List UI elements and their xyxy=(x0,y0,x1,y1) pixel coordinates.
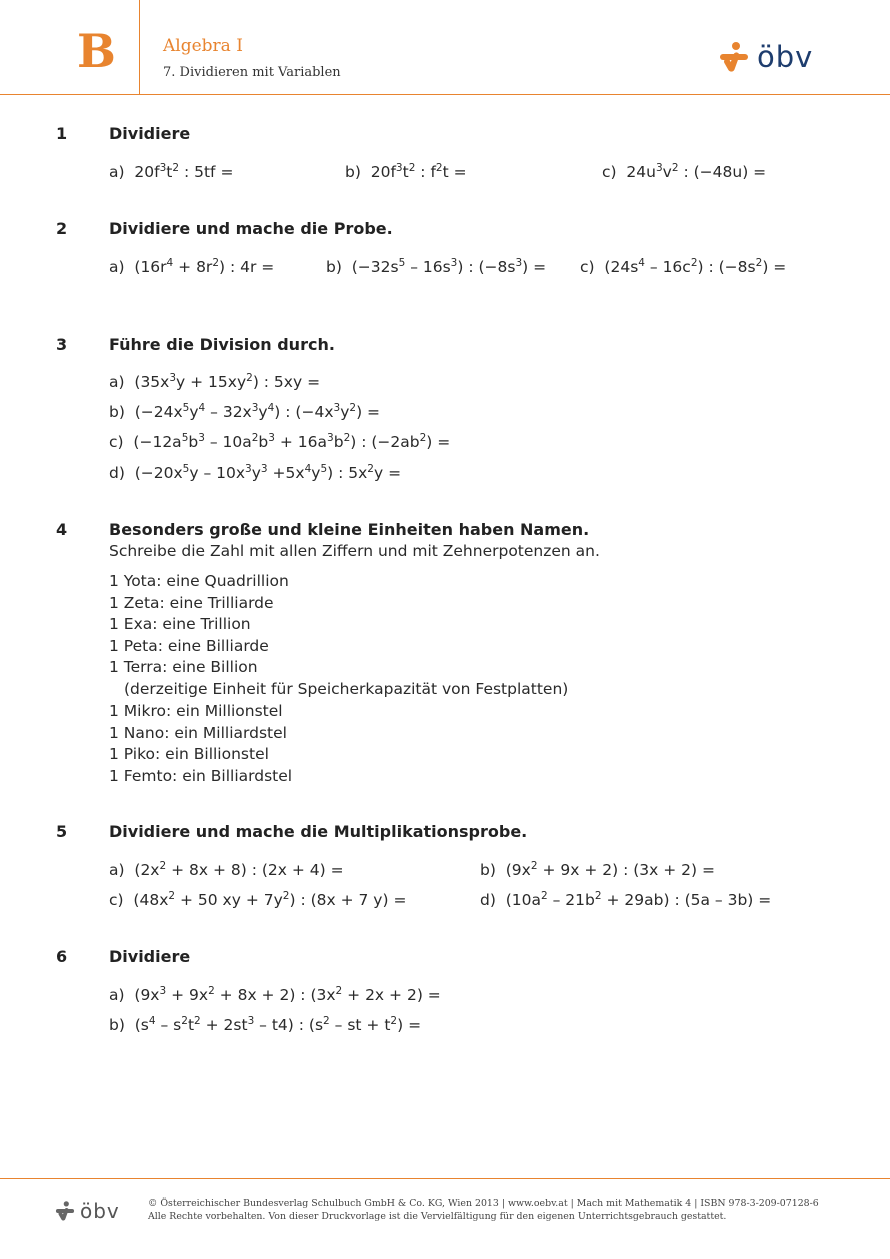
footer-logo xyxy=(54,1199,120,1223)
unit-item: 1 Mikro: ein Millionstel xyxy=(109,702,283,720)
exercise-heading: Dividiere xyxy=(109,124,191,143)
task-1c: c) $24u^3v^2$ : (−48u) = xyxy=(602,162,767,181)
oebv-logo-text: öbv xyxy=(757,40,814,74)
task-2b: b) $(-32s^5 - 16s^3)$ : $(-8s^3)$ = xyxy=(326,257,547,276)
task-2c: c) $(24s^4 - 16c^2)$ : $(-8s^2)$ = xyxy=(580,257,787,276)
oebv-logo xyxy=(717,40,813,74)
task-5c: c) ($48x^2 + 50$ xy + $7y^2$) : (8x + 7 y) = xyxy=(109,890,407,909)
exercise-number: 5 xyxy=(56,822,68,841)
unit-item: 1 Exa: eine Trillion xyxy=(109,615,251,633)
exercise-number: 3 xyxy=(56,335,68,354)
unit-item: 1 Piko: ein Billionstel xyxy=(109,745,269,763)
exercise-heading: Besonders große und kleine Einheiten haben Namen. xyxy=(109,520,590,539)
task-5b: b) $(9x^2 + 9x + 2)$ : (3x + 2) = xyxy=(480,860,715,879)
task-1b: b) $20f^3t^2$ : $f^2t$ = xyxy=(345,162,467,181)
header-rule xyxy=(0,94,890,95)
exercise-heading: Dividiere und mache die Probe. xyxy=(109,219,393,238)
header-divider xyxy=(139,0,140,94)
task-3c: c) $(-12a^5b^3 - 10a^2b^3 + 16a^3b^2)$ : $(-2ab^2)$ = xyxy=(109,432,451,451)
oebv-star-icon xyxy=(54,1200,76,1222)
unit-item: 1 Nano: ein Milliardstel xyxy=(109,724,287,742)
oebv-star-icon xyxy=(717,40,751,74)
page-subtitle: 7. Dividieren mit Variablen xyxy=(163,65,341,80)
task-5a: a) $(2x^2 + 8x + 8)$ : (2x + 4) = xyxy=(109,860,344,879)
task-3a: a) $(35x^3y + 15xy^2)$ : 5xy = xyxy=(109,372,321,391)
page-title: Algebra I xyxy=(163,36,243,56)
unit-item: 1 Terra: eine Billion xyxy=(109,658,258,676)
task-1a: a) $20f^3t^2$ : 5tf = xyxy=(109,162,234,181)
footer-rights: Alle Rechte vorbehalten. Von dieser Druckvorlage ist die Vervielfältigung für den eigenen Unterrichtsgebrauch gestattet. xyxy=(148,1211,727,1222)
exercise-heading: Führe die Division durch. xyxy=(109,335,335,354)
exercise-heading: Dividiere und mache die Multiplikationsprobe. xyxy=(109,822,528,841)
exercise-number: 6 xyxy=(56,947,68,966)
footer-logo-text: öbv xyxy=(80,1199,120,1223)
task-6a: a) $(9x^3 + 9x^2 + 8x + 2)$ : $(3x^2 + 2x + 2)$ = xyxy=(109,985,441,1004)
section-letter: B xyxy=(77,24,116,78)
footer-rule xyxy=(0,1178,890,1179)
unit-item: 1 Yota: eine Quadrillion xyxy=(109,572,289,590)
unit-item: 1 Femto: ein Billiardstel xyxy=(109,767,293,785)
task-5d: d) $(10a^2 - 21b^2 + 29ab)$ : (5a – 3b) = xyxy=(480,890,772,909)
footer-copyright: © Österreichischer Bundesverlag Schulbuch GmbH & Co. KG, Wien 2013 | www.oebv.at | Mach mit Mathematik 4 | ISBN 978-3-209-07128-6 xyxy=(148,1198,819,1209)
exercise-instruction: Schreibe die Zahl mit allen Ziffern und mit Zehnerpotenzen an. xyxy=(109,542,600,560)
unit-item: 1 Zeta: eine Trilliarde xyxy=(109,594,274,612)
exercise-number: 4 xyxy=(56,520,68,539)
exercise-number: 1 xyxy=(56,124,68,143)
task-2a: a) $(16r^4 + 8r^2)$ : 4r = xyxy=(109,257,275,276)
unit-note: (derzeitige Einheit für Speicherkapazität von Festplatten) xyxy=(124,680,569,698)
exercise-number: 2 xyxy=(56,219,68,238)
task-6b: b) $(s^4 - s^2t^2 + 2st^3 - t4)$ : ($s^2$ – st + $t^2$) = xyxy=(109,1015,422,1034)
exercise-heading: Dividiere xyxy=(109,947,191,966)
unit-item: 1 Peta: eine Billiarde xyxy=(109,637,269,655)
task-3d: d) $(-20x^5y - 10x^3y^3 +5x^4y^5)$ : $5x^2y$ = xyxy=(109,463,402,482)
task-3b: b) $(-24x^5y^4 - 32x^3y^4)$ : $(-4x^3y^2)$ = xyxy=(109,402,381,421)
